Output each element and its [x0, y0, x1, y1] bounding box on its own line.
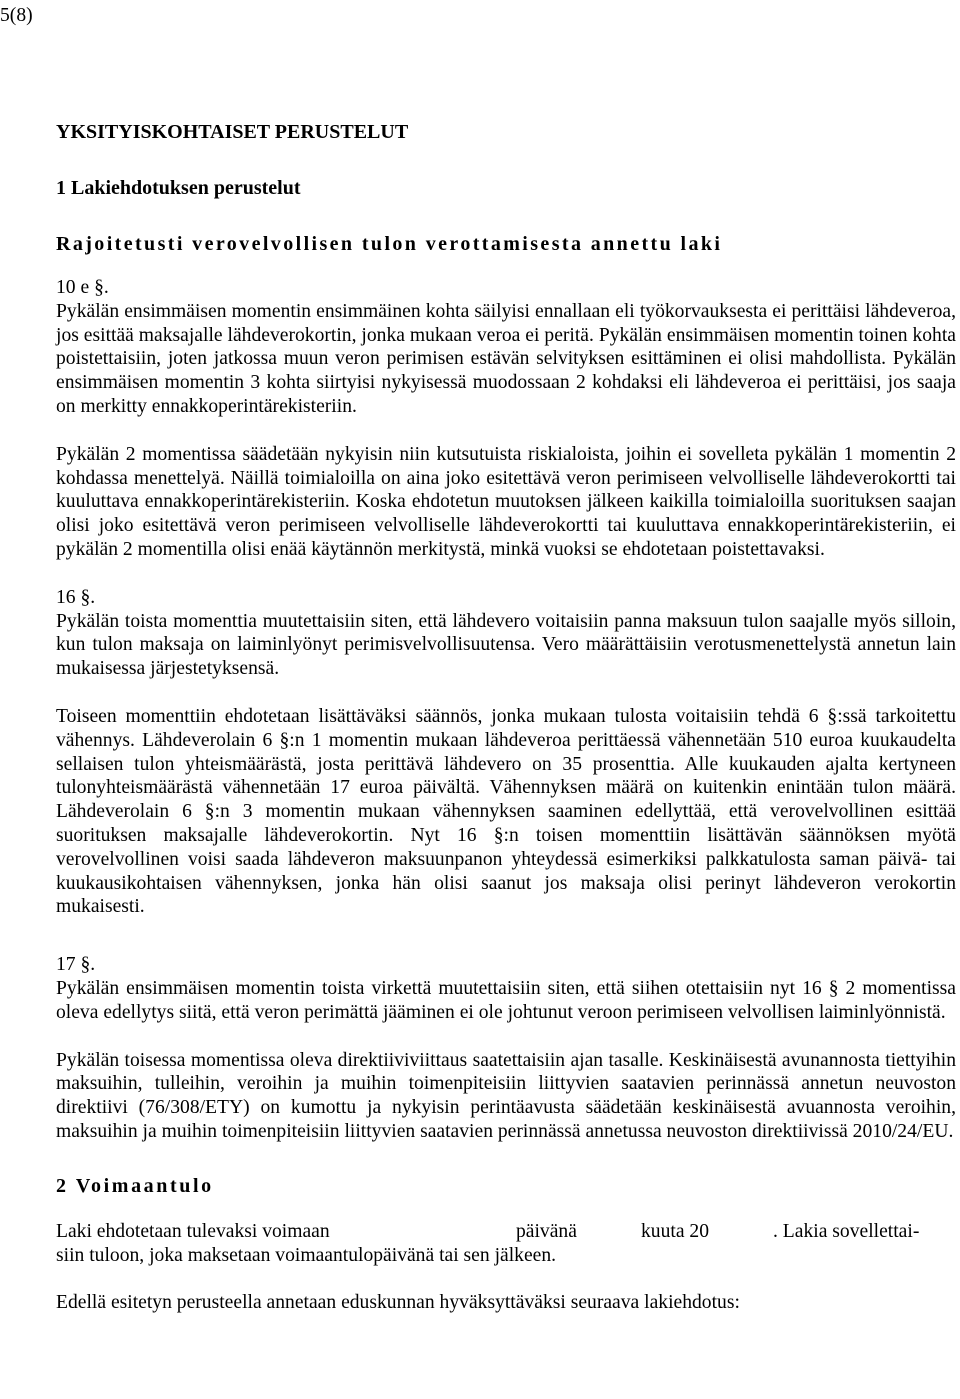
section-heading-1: 1 Lakiehdotuksen perustelut	[56, 177, 301, 199]
section-10e	[56, 276, 956, 562]
law-heading: Rajoitetusti verovelvollisen tulon verottamisesta annettu laki	[56, 233, 723, 255]
voimaantulo-text-d: . Lakia sovellettai-	[773, 1220, 920, 1242]
document-body	[56, 120, 956, 1315]
main-heading: YKSITYISKOHTAISET PERUSTELUT	[56, 121, 409, 143]
voimaantulo-line-1	[56, 1220, 956, 1244]
paragraph: Pykälän ensimmäisen momentin toista virkettä muutettaisiin siten, että siihen otettaisiin nyt 16 § 2 momentissa oleva edellytys siitä, että veron perimättä jääminen ei ole johtunut veroon perimiseen velvollisen laiminlyönnistä.	[56, 977, 956, 1023]
closing-sentence: Edellä esitetyn perusteella annetaan eduskunnan hyväksyttäväksi seuraava lakiehdotus:	[56, 1292, 740, 1314]
voimaantulo-text-c: kuuta 20	[641, 1220, 710, 1242]
paragraph: Pykälän toisessa momentissa oleva direktiiviviittaus saatettaisiin ajan tasalle. Keskinäisestä avunannosta tiettyihin maksuihin, tulleihin, veroihin ja muihin toimenpiteisiin liittyvien saatavien perinnässä annetun neuvoston direktiivi (76/308/ETY) on kumottu ja nykyisin perintäavusta säädetään keskinäisestä avuannosta veroihin, maksuihin ja muihin toimenpiteisiin liittyvien saatavien perinnässä annetussa neuvoston direktiivissä 2010/24/EU.	[56, 1049, 956, 1142]
voimaantulo-text-b: päivänä	[516, 1220, 577, 1242]
page-number: 5(8)	[0, 5, 33, 26]
paragraph: Pykälän 2 momentissa säädetään nykyisin niin kutsutuista riskialoista, joihin ei sovelleta pykälän 1 momentin 2 kohdassa menettelyä. Näillä toimialoilla on aina joko esitettävä veron perimiseen velvolliselle lähdeverokortti tai kuuluttava ennakkoperintärekisteriin. Koska ehdotetun muutoksen jälkeen kaikilla toimialoilla suorituksen saajan olisi joko esitettävä veron perimiseen velvolliselle lähdeverokortti tai kuuluttava ennakkoperintärekisteriin, ei pykälän 2 momentilla olisi enää käytännön merkitystä, minkä vuoksi se ehdotetaan poistettavaksi.	[56, 443, 956, 560]
section-number: 16 §.	[56, 586, 96, 608]
section-number: 17 §.	[56, 954, 96, 976]
section-17	[56, 953, 956, 1144]
voimaantulo-paragraph	[56, 1220, 956, 1268]
paragraph: Pykälän ensimmäisen momentin ensimmäinen kohta säilyisi ennallaan eli työkorvauksesta ei perittäisi lähdeveroa, jos esittää maksajalle lähdeverokortin, jonka mukaan veroa ei peritä. Pykälän ensimmäisen momentin toinen kohta poistettaisiin, joten jatkossa muun veron perimisen estävän selvityksen esittäminen ei olisi mahdollista. Pykälän ensimmäisen momentin 3 kohta siirtyisi nykyisessä muodossaan 2 kohdaksi eli lähdeveroa ei perittäisi, jos saaja on merkitty ennakkoperintärekisteriin.	[56, 300, 956, 417]
paragraph: Pykälän toista momenttia muutettaisiin siten, että lähdevero voitaisiin panna maksuun tulon saajalle myös silloin, kun tulon maksaja on laiminlyönyt perimisvelvollisuutensa. Vero määrättäisiin verotusmenettelystä annetun lain mukaisessa järjestetyksensä.	[56, 610, 956, 680]
voimaantulo-text-a: Laki ehdotetaan tulevaksi voimaan	[56, 1220, 330, 1242]
paragraph: Toiseen momenttiin ehdotetaan lisättäväksi säännös, jonka mukaan tulosta voitaisiin tehdä 6 §:ssä tarkoitettu vähennys. Lähdeverolain 6 §:n 1 momentin mukaan lähdeveroa perittäessä vähennetään 510 euroa kuukaudelta sellaisen tulon yhteismäärästä, josta perittävä lähdevero on 35 prosenttia. Alle kuukauden ajalta kertyneen tulonyhteismäärästä vähennetään 17 euroa päivältä. Vähennyksen määrä on kuitenkin enintään tulon määrä. Lähdeverolain 6 §:n 3 momentin mukaan vähennyksen saaminen edellyttää, että verovelvollinen esittää suorituksen maksajalle lähdeverokortin. Nyt 16 §:n toisen momenttiin lisättävän säännöksen myötä verovelvollinen voisi saada lähdeveron maksuunpanon yhteydessä esimerkiksi palkkatulosta saman päivä- tai kuukausikohtaisen vähennyksen, jonka hän olisi saanut jos maksaja olisi perinyt lähdeveron verokortin mukaisesti.	[56, 705, 956, 918]
section-number: 10 e §.	[56, 277, 109, 298]
voimaantulo-line-2: siin tuloon, joka maksetaan voimaantulopäivänä tai sen jälkeen.	[56, 1244, 557, 1266]
section-heading-2: 2 Voimaantulo	[56, 1174, 214, 1197]
section-16	[56, 586, 956, 919]
